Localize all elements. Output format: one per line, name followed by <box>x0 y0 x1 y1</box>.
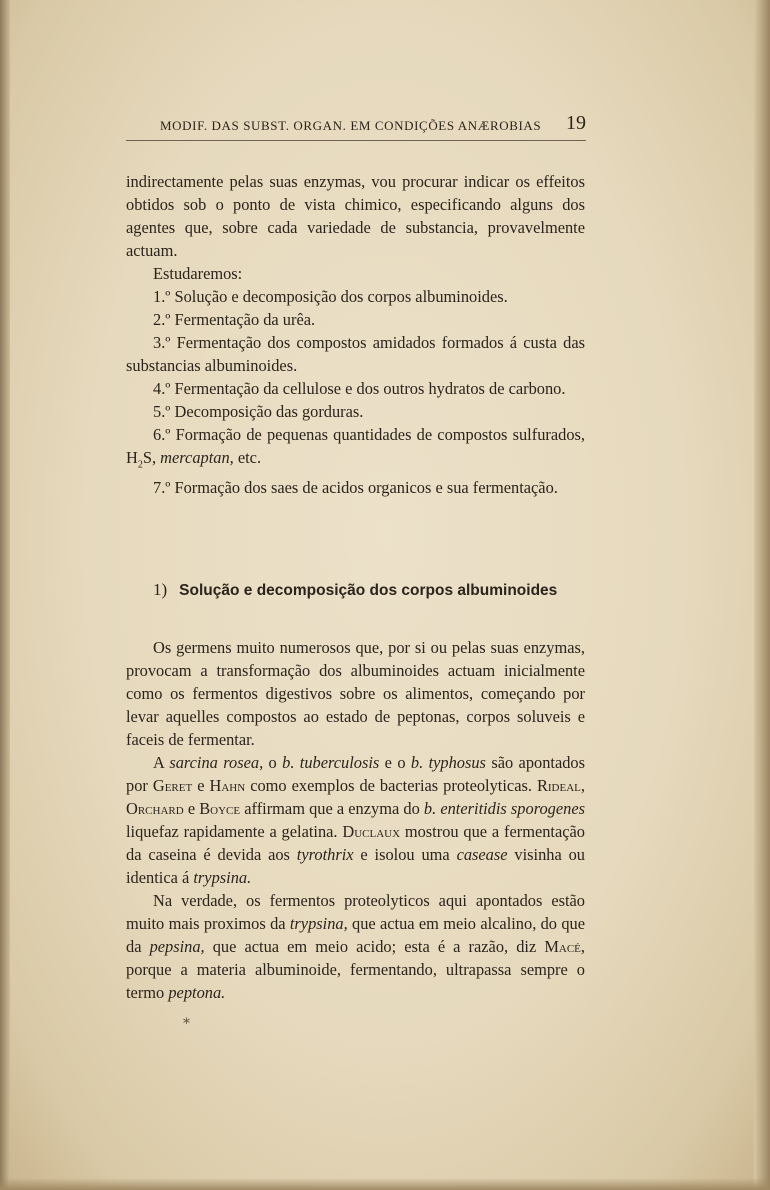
running-header <box>160 112 586 138</box>
running-title: MODIF. DAS SUBST. ORGAN. EM CONDIÇÕES ANÆROBIAS <box>160 118 542 133</box>
list-number: 2.º <box>153 310 171 329</box>
section-title: Solução e decomposição dos corpos albuminoides <box>179 582 558 599</box>
text-run: e <box>183 799 200 818</box>
list-number: 4.º <box>153 379 171 398</box>
text-run: , porque a materia albuminoide, fermentando, ultrapassa sempre o termo <box>126 937 585 1002</box>
italic-term: peptona. <box>168 983 226 1002</box>
footer-mark: * <box>183 1016 190 1032</box>
italic-term: tyrothrix <box>296 845 354 864</box>
text-run: o <box>263 753 283 772</box>
author-name: Geret <box>152 776 193 795</box>
list-text: Fermentação da urêa. <box>174 310 316 329</box>
text-run: affirmam que a enzyma do <box>240 799 424 818</box>
paragraph-1: Os germens muito numerosos que, por si ou pelas suas enzymas, provocam a transformação dos albuminoides actuam inicialmente como os fermentos digestivos sobre os alimentos, começando por levar aquelles compostos ao estado de peptonas, corpos soluveis e faceis de fermentar. <box>126 638 585 749</box>
author-name: Rideal <box>536 776 581 795</box>
italic-term: casease <box>456 845 508 864</box>
list-text: etc. <box>233 448 262 467</box>
italic-term: trypsina. <box>193 868 252 887</box>
list-item <box>126 331 585 377</box>
list-text: Decomposição das gorduras. <box>174 402 364 421</box>
italic-term: trypsina, <box>289 914 348 933</box>
author-name: Orchard <box>126 799 184 818</box>
page-left-edge <box>0 0 10 1190</box>
list-text: Solução e decomposição dos corpos albuminoides. <box>174 287 508 306</box>
section-heading <box>153 580 557 600</box>
italic-term: sarcina rosea, <box>169 753 264 772</box>
italic-term: b. enteritidis sporogenes <box>423 799 585 818</box>
text-run: são apontados por <box>126 753 586 795</box>
header-rule <box>126 140 586 141</box>
author-name: Hahn <box>209 776 246 795</box>
list-text: Formação de pequenas quantidades de compostos sulfurados, H <box>126 425 585 467</box>
list-text: Fermentação dos compostos amidados formados á custa das substancias albuminoides. <box>126 333 585 375</box>
list-number: 6.º <box>153 425 171 444</box>
text-run: e isolou uma <box>353 845 457 864</box>
list-item <box>126 285 585 308</box>
paragraph-3 <box>126 889 585 1004</box>
author-name: Boyce <box>199 799 241 818</box>
text-run: e <box>192 776 210 795</box>
list-number: 3.º <box>153 333 171 352</box>
paragraph-2 <box>126 751 585 889</box>
author-name: Duclaux <box>342 822 401 841</box>
intro-paragraph: indirectamente pelas suas enzymas, vou procurar indicar os effeitos obtidos sob o ponto de vista chimico, especificando alguns dos agentes que, sobre cada variedade de substancia, provavelmente actuam. <box>126 172 585 260</box>
page-number: 19 <box>566 112 586 134</box>
text-block-section <box>126 636 585 1004</box>
author-name: Macé <box>544 937 581 956</box>
subscript: 2 <box>137 459 143 471</box>
list-number: 7.º <box>153 478 171 498</box>
text-run: mostrou que a fermentação da caseina é devida aos <box>126 822 585 864</box>
text-run: visinha ou identica á <box>126 845 585 887</box>
italic-term: pepsina, <box>149 937 205 956</box>
italic-term: b. tuberculosis <box>282 753 380 772</box>
page-right-edge <box>754 0 770 1190</box>
text-run: e o <box>379 753 411 772</box>
section-number: 1) <box>153 580 168 599</box>
text-run: que actua em meio acido; esta é a razão, diz <box>204 937 545 956</box>
page-bottom-edge <box>0 1178 770 1190</box>
text-run: Na verdade, os fermentos proteolyticos aqui apontados estão muito mais proximos da <box>126 891 585 933</box>
text-run: liquefaz rapidamente a gelatina. <box>126 822 343 841</box>
list-item <box>126 423 585 476</box>
text-run: A <box>153 753 170 772</box>
intro-lead: Estudaremos: <box>153 264 243 283</box>
italic-term: mercaptan, <box>160 448 234 467</box>
italic-term: b. typhosus <box>410 753 486 772</box>
list-text: Formação dos saes de acidos organicos e sua fermentação. <box>174 478 558 498</box>
list-text: S, <box>142 448 161 467</box>
list-item <box>126 377 585 400</box>
list-item <box>126 476 585 499</box>
list-number: 1.º <box>153 287 171 306</box>
list-number: 5.º <box>153 402 171 421</box>
text-run: , <box>580 776 585 795</box>
list-text: Fermentação da cellulose e dos outros hydratos de carbono. <box>174 379 566 398</box>
text-block-intro <box>126 170 585 499</box>
text-run: como exemplos de bacterias proteolyticas. <box>245 776 537 795</box>
text-run: que actua em meio alcalino, do que da <box>126 914 585 956</box>
list-item <box>126 308 585 331</box>
list-item <box>126 400 585 423</box>
